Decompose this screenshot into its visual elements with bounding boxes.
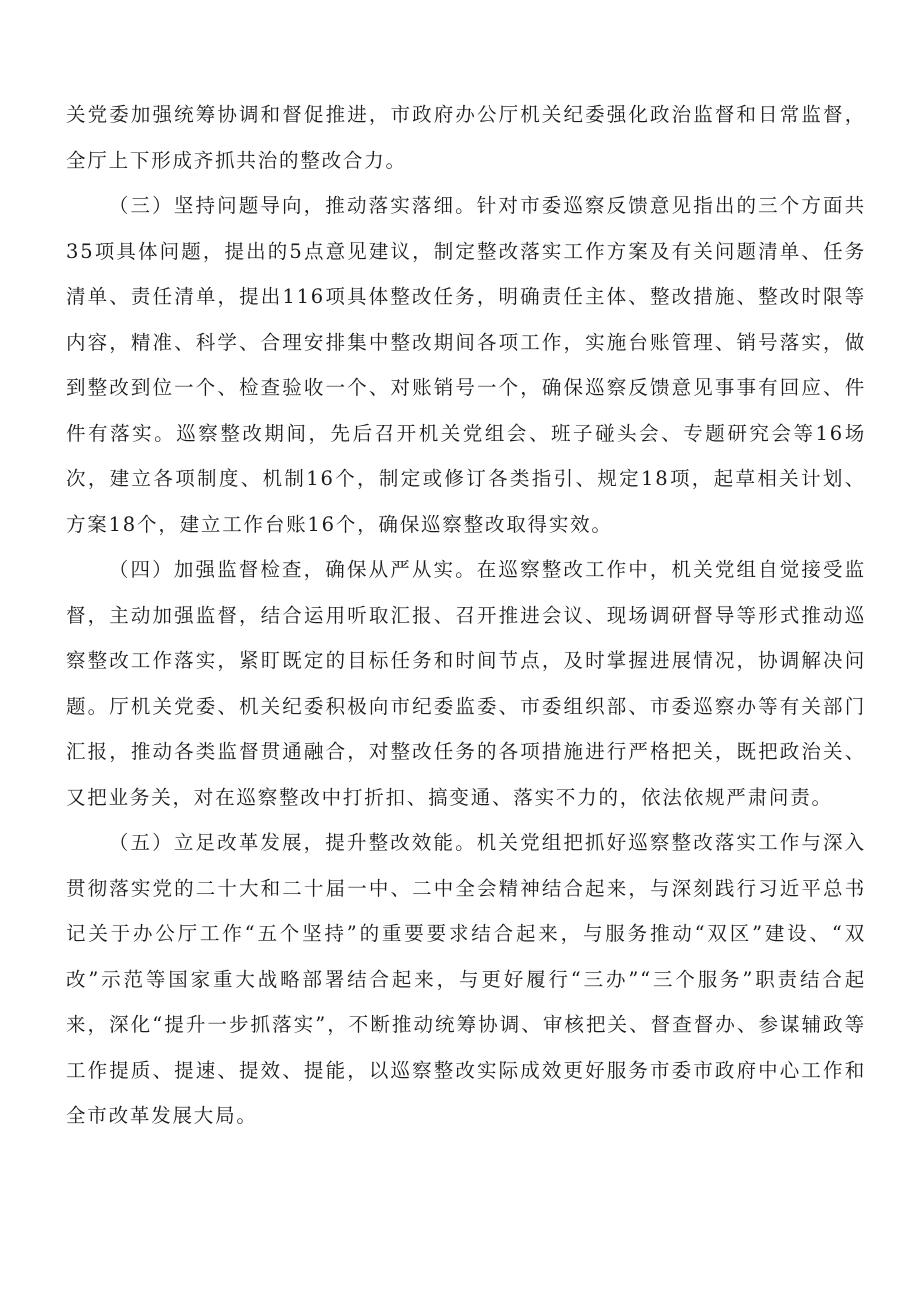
paragraph-section-3: （三）坚持问题导向，推动落实落细。针对市委巡察反馈意见指出的三个方面共35项具体问题，提出的5点意见建议，制定整改落实工作方案及有关问题清单、任务清单、责任清单，提出116项具体整改任务，明确责任主体、整改措施、整改时限等内容，精准、科学、合理安排集中整改期间各项工作，实施台账管理、销号落实，做到整改到位一个、检查验收一个、对账销号一个，确保巡察反馈意见事事有回应、件件有落实。巡察整改期间，先后召开机关党组会、班子碰头会、专题研究会等16场次，建立各项制度、机制16个，制定或修订各类指引、规定18项，起草相关计划、方案18个，建立工作台账16个，确保巡察整改取得实效。 bbox=[66, 194, 866, 536]
document-body bbox=[66, 92, 866, 1139]
paragraph-section-4: （四）加强监督检查，确保从严从实。在巡察整改工作中，机关党组自觉接受监督，主动加强监督，结合运用听取汇报、召开推进会议、现场调研督导等形式推动巡察整改工作落实，紧盯既定的目标任务和时间节点，及时掌握进展情况，协调解决问题。厅机关党委、机关纪委积极向市纪委监委、市委组织部、市委巡察办等有关部门汇报，推动各类监督贯通融合，对整改任务的各项措施进行严格把关，既把政治关、又把业务关，对在巡察整改中打折扣、搞变通、落实不力的，依法依规严肃问责。 bbox=[66, 558, 866, 809]
paragraph-continuation: 关党委加强统筹协调和督促推进，市政府办公厅机关纪委强化政治监督和日常监督，全厅上下形成齐抓共治的整改合力。 bbox=[66, 103, 866, 172]
paragraph-section-5: （五）立足改革发展，提升整改效能。机关党组把抓好巡察整改落实工作与深入贯彻落实党的二十大和二十届一中、二中全会精神结合起来，与深刻践行习近平总书记关于办公厅工作“五个坚持”的重要要求结合起来，与服务推动“双区”建设、“双改”示范等国家重大战略部署结合起来，与更好履行“三办”“三个服务”职责结合起来，深化“提升一步抓落实”，不断推动统筹协调、审核把关、督查督办、参谋辅政等工作提质、提速、提效、提能，以巡察整改实际成效更好服务市委市政府中心工作和全市改革发展大局。 bbox=[66, 831, 866, 1127]
